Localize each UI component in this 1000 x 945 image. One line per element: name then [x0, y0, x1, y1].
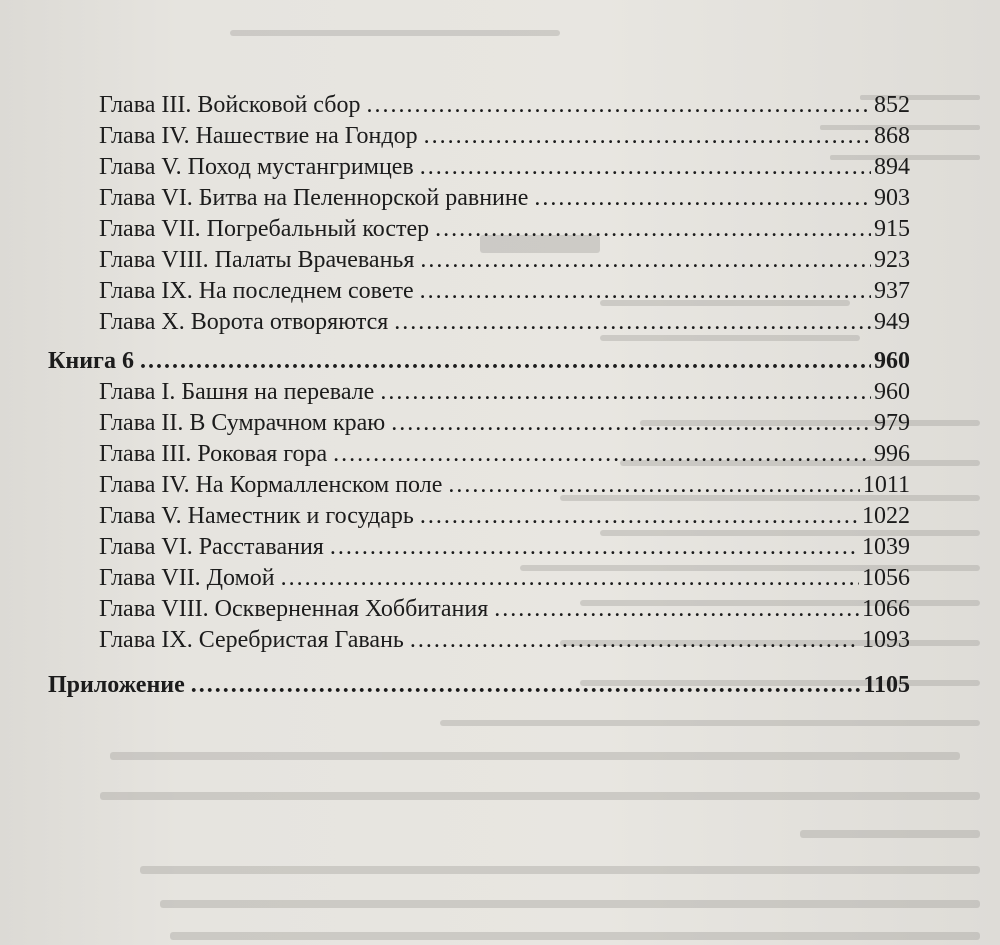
toc-entry[interactable] — [48, 625, 910, 656]
dot-leader — [420, 152, 871, 183]
dot-leader — [448, 470, 860, 501]
dot-leader — [410, 625, 859, 656]
toc-entry[interactable] — [48, 408, 910, 439]
page-number: 937 — [874, 278, 910, 304]
page-number: 996 — [874, 441, 910, 467]
toc-entry[interactable] — [48, 245, 910, 276]
toc-entry[interactable] — [48, 152, 910, 183]
page-number: 1093 — [862, 627, 910, 653]
page-number: 1056 — [862, 565, 910, 591]
page-number: 852 — [874, 92, 910, 118]
dot-leader — [380, 377, 871, 408]
page-number: 894 — [874, 154, 910, 180]
dot-leader — [420, 501, 859, 532]
chapter-title: Глава IX. На последнем совете — [99, 278, 414, 304]
chapter-title: Глава IV. Нашествие на Гондор — [99, 123, 418, 149]
page-number: 868 — [874, 123, 910, 149]
toc-entry[interactable] — [48, 501, 910, 532]
toc-entry[interactable] — [48, 532, 910, 563]
page-number: 923 — [874, 247, 910, 273]
dot-leader — [366, 90, 871, 121]
dot-leader — [140, 346, 871, 377]
chapter-title: Глава I. Башня на перевале — [99, 379, 375, 405]
chapter-title: Глава IV. На Кормалленском поле — [99, 472, 443, 498]
toc-entry[interactable] — [48, 439, 910, 470]
page-number: 915 — [874, 216, 910, 242]
dot-leader — [420, 276, 871, 307]
toc-appendix-entry[interactable] — [48, 670, 910, 701]
toc-entry[interactable] — [48, 90, 910, 121]
toc-entry[interactable] — [48, 563, 910, 594]
toc-entry[interactable] — [48, 470, 910, 501]
dot-leader — [494, 594, 859, 625]
dot-leader — [330, 532, 859, 563]
dot-leader — [420, 245, 871, 276]
chapter-title: Глава IX. Серебристая Гавань — [99, 627, 404, 653]
chapter-title: Глава V. Наместник и государь — [99, 503, 414, 529]
chapter-title: Глава III. Войсковой сбор — [99, 92, 361, 118]
page-number: 1105 — [863, 672, 910, 698]
toc-entry[interactable] — [48, 307, 910, 338]
table-of-contents — [48, 90, 910, 701]
page-number: 1022 — [862, 503, 910, 529]
chapter-title: Глава II. В Сумрачном краю — [99, 410, 386, 436]
page-number: 1039 — [862, 534, 910, 560]
toc-entry[interactable] — [48, 276, 910, 307]
chapter-title: Глава VIII. Палаты Врачеванья — [99, 247, 415, 273]
dot-leader — [191, 670, 861, 701]
dot-leader — [534, 183, 871, 214]
chapter-title: Глава VIII. Оскверненная Хоббитания — [99, 596, 489, 622]
dot-leader — [424, 121, 871, 152]
toc-entry[interactable] — [48, 121, 910, 152]
appendix-title: Приложение — [48, 672, 185, 698]
toc-entry[interactable] — [48, 594, 910, 625]
dot-leader — [435, 214, 871, 245]
chapter-title: Глава VII. Домой — [99, 565, 275, 591]
page-number: 949 — [874, 309, 910, 335]
dot-leader — [333, 439, 871, 470]
chapter-title: Глава VII. Погребальный костер — [99, 216, 430, 242]
toc-entry[interactable] — [48, 183, 910, 214]
chapter-title: Глава VI. Расставания — [99, 534, 324, 560]
toc-entry[interactable] — [48, 214, 910, 245]
page-number: 979 — [874, 410, 910, 436]
dot-leader — [281, 563, 859, 594]
chapter-title: Глава III. Роковая гора — [99, 441, 328, 467]
toc-entry[interactable] — [48, 377, 910, 408]
page-number: 1066 — [862, 596, 910, 622]
chapter-title: Глава VI. Битва на Пеленнорской равнине — [99, 185, 529, 211]
dot-leader — [391, 408, 871, 439]
book-title: Книга 6 — [48, 348, 134, 374]
chapter-title: Глава V. Поход мустангримцев — [99, 154, 414, 180]
page-number: 960 — [874, 379, 910, 405]
dot-leader — [394, 307, 871, 338]
toc-book-entry[interactable] — [48, 346, 910, 377]
page-number: 960 — [874, 348, 910, 374]
page-number: 903 — [874, 185, 910, 211]
page-number: 1011 — [862, 472, 910, 498]
chapter-title: Глава X. Ворота отворяются — [99, 309, 389, 335]
